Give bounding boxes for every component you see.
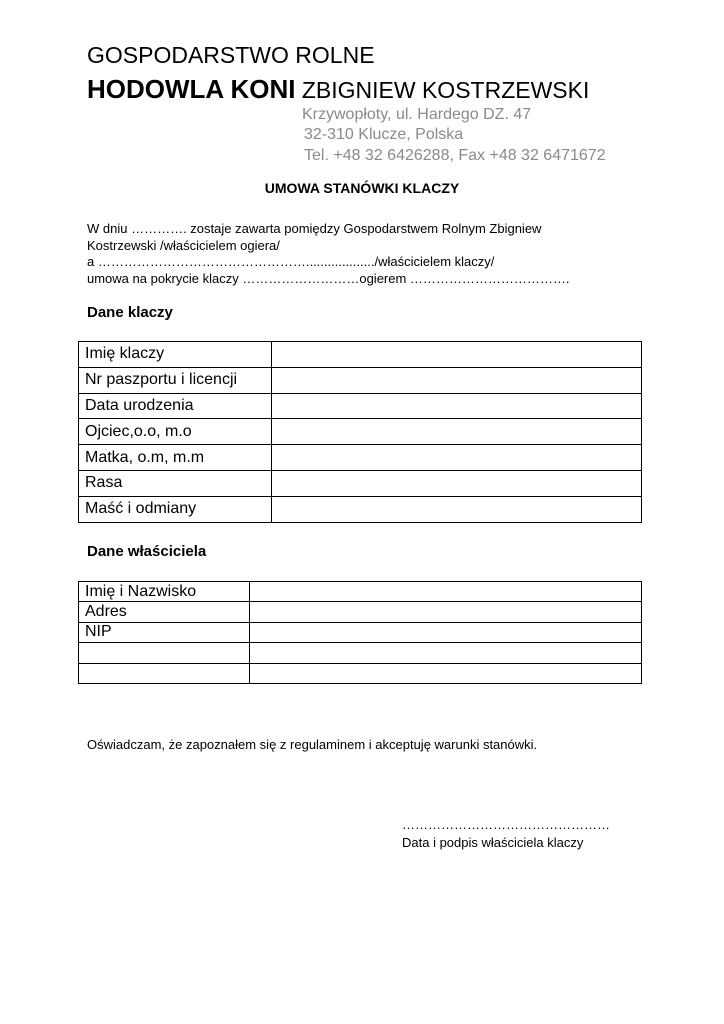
table-row: [79, 342, 642, 368]
signature-line: …………………………………………: [402, 817, 610, 832]
owner-field-label: NIP: [79, 622, 250, 642]
mare-field-value[interactable]: [272, 367, 642, 393]
table-row: [79, 622, 642, 642]
intro-line: umowa na pokrycie klaczy ………………………ogierem ……………………………….: [87, 270, 570, 286]
declaration-text: Oświadczam, że zapoznałem się z regulaminem i akceptuję warunki stanówki.: [87, 737, 538, 752]
owner-field-value[interactable]: [250, 663, 642, 683]
signature-label: Data i podpis właściciela klaczy: [402, 835, 584, 850]
mare-field-value[interactable]: [272, 496, 642, 522]
stud-name: [87, 74, 589, 105]
mare-field-value[interactable]: [272, 393, 642, 419]
document-title: UMOWA STANÓWKI KLACZY: [264, 180, 460, 196]
stud-name-bold: HODOWLA KONI: [87, 74, 296, 104]
table-row: [79, 393, 642, 419]
owner-field-label: Adres: [79, 602, 250, 622]
table-row: [79, 470, 642, 496]
table-row: [79, 445, 642, 471]
mare-field-label: Rasa: [79, 470, 272, 496]
mare-field-value[interactable]: [272, 419, 642, 445]
mare-field-label: Maść i odmiany: [79, 496, 272, 522]
mare-field-value[interactable]: [272, 445, 642, 471]
mare-field-label: Imię klaczy: [79, 342, 272, 368]
address-city: 32-310 Klucze, Polska: [304, 126, 464, 143]
table-row: [79, 643, 642, 663]
owner-field-value[interactable]: [250, 643, 642, 663]
table-row: [79, 582, 642, 602]
mare-field-label: Matka, o.m, m.m: [79, 445, 272, 471]
owner-field-label: Imię i Nazwisko: [79, 582, 250, 602]
table-row: [79, 602, 642, 622]
owner-field-value[interactable]: [250, 622, 642, 642]
mare-field-label: Data urodzenia: [79, 393, 272, 419]
mare-section-heading: Dane klaczy: [87, 304, 173, 321]
owner-field-value[interactable]: [250, 602, 642, 622]
table-row: [79, 496, 642, 522]
owner-field-value[interactable]: [250, 582, 642, 602]
mare-field-label: Ojciec,o.o, m.o: [79, 419, 272, 445]
intro-line: W dniu …………. zostaje zawarta pomiędzy Gospodarstwem Rolnym Zbigniew: [87, 221, 542, 236]
owner-name: ZBIGNIEW KOSTRZEWSKI: [295, 77, 590, 103]
intro-paragraph: [87, 221, 647, 287]
owner-field-label: [79, 643, 250, 663]
intro-line: a ………………………………………….................../właścicielem klaczy/: [87, 254, 495, 270]
owner-section-heading: Dane właściciela: [87, 543, 207, 560]
owner-field-label: [79, 663, 250, 683]
address-phone: Tel. +48 32 6426288, Fax +48 32 6471672: [304, 147, 606, 164]
table-row: [79, 367, 642, 393]
farm-name: GOSPODARSTWO ROLNE: [87, 42, 375, 68]
owner-data-table: [78, 581, 642, 684]
table-row: [79, 663, 642, 683]
table-row: [79, 419, 642, 445]
intro-line: Kostrzewski /właścicielem ogiera/: [87, 237, 280, 253]
mare-field-label: Nr paszportu i licencji: [79, 367, 272, 393]
mare-field-value[interactable]: [272, 342, 642, 368]
address-street: Krzywopłoty, ul. Hardego DZ. 47: [302, 106, 532, 123]
mare-field-value[interactable]: [272, 470, 642, 496]
mare-data-table: [78, 341, 642, 523]
